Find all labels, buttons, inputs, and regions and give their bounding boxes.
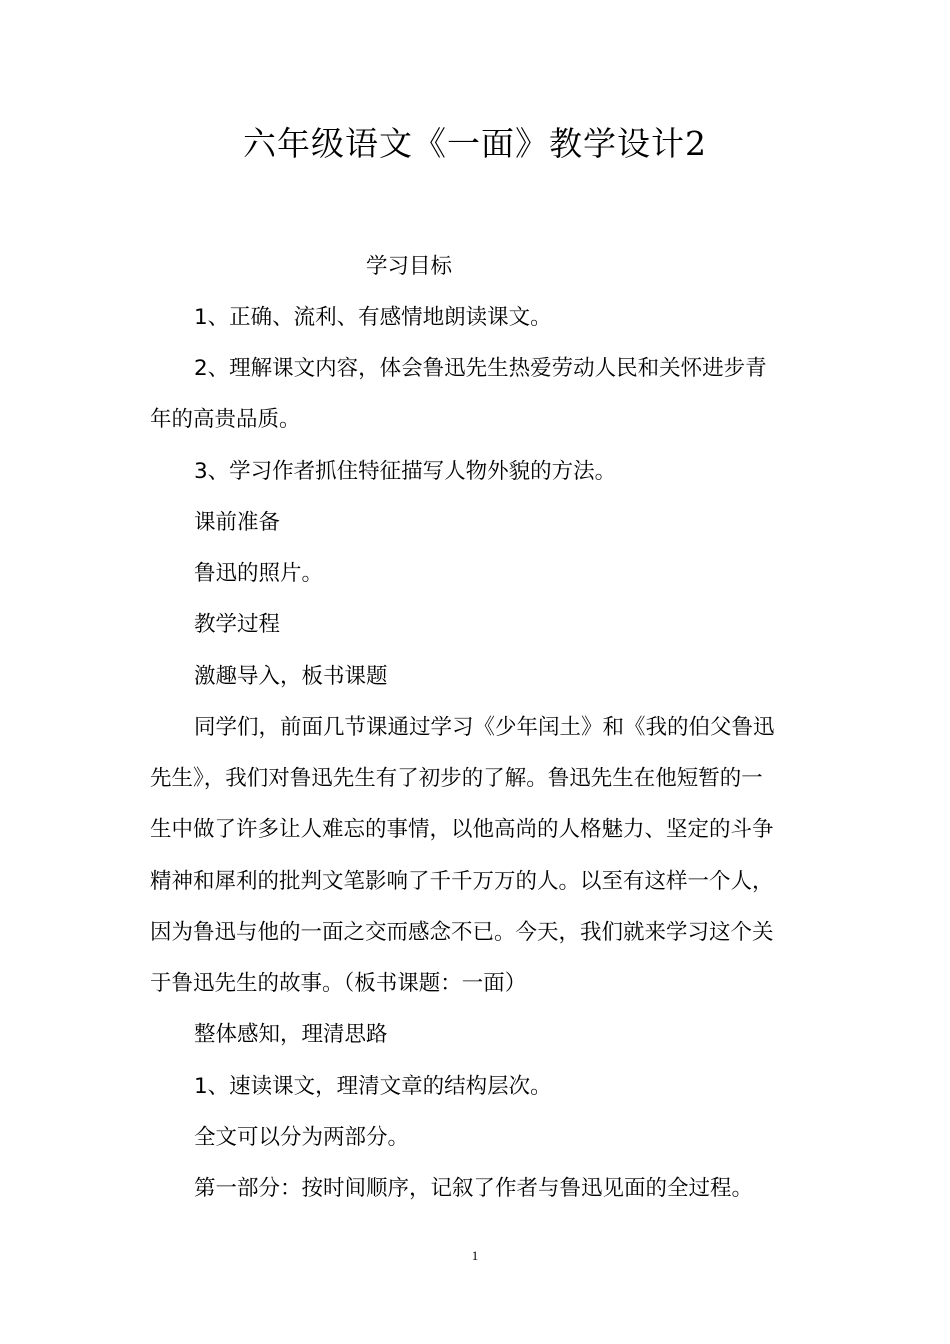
paragraph-line: 同学们，前面几节课通过学习《少年闰土》和《我的伯父鲁迅 bbox=[194, 715, 775, 740]
paragraph-line: 第一部分：按时间顺序，记叙了作者与鲁迅见面的全过程。 bbox=[194, 1176, 754, 1201]
paragraph-line: 于鲁迅先生的故事。（板书课题：一面） bbox=[150, 971, 527, 996]
paragraph-line: 年的高贵品质。 bbox=[150, 407, 301, 432]
paragraph-line: 1、速读课文，理清文章的结构层次。 bbox=[194, 1074, 552, 1099]
section-heading-introduction: 激趣导入，板书课题 bbox=[194, 664, 388, 689]
paragraph-line: 生中做了许多让人难忘的事情，以他高尚的人格魅力、坚定的斗争 bbox=[150, 817, 774, 842]
section-heading-process: 教学过程 bbox=[194, 612, 281, 637]
paragraph-line: 1、正确、流利、有感情地朗读课文。 bbox=[194, 305, 552, 330]
document-title: 六年级语文《一面》教学设计2 bbox=[243, 124, 707, 163]
paragraph-line: 先生》，我们对鲁迅先生有了初步的了解。鲁迅先生在他短暂的一 bbox=[150, 766, 763, 791]
paragraph-line: 鲁迅的照片。 bbox=[194, 561, 324, 586]
section-heading-learning-goals: 学习目标 bbox=[366, 254, 453, 279]
paragraph-line: 3、学习作者抓住特征描写人物外貌的方法。 bbox=[194, 459, 617, 484]
paragraph-line: 精神和犀利的批判文笔影响了千千万万的人。以至有这样一个人， bbox=[150, 869, 774, 894]
page-number: 1 bbox=[471, 1248, 479, 1263]
paragraph-line: 2、理解课文内容，体会鲁迅先生热爱劳动人民和关怀进步青 bbox=[194, 356, 767, 381]
paragraph-line: 因为鲁迅与他的一面之交而感念不已。今天，我们就来学习这个关 bbox=[150, 920, 774, 945]
section-heading-overview: 整体感知，理清思路 bbox=[194, 1022, 388, 1047]
paragraph-line: 全文可以分为两部分。 bbox=[194, 1125, 410, 1150]
section-heading-preparation: 课前准备 bbox=[194, 510, 281, 535]
